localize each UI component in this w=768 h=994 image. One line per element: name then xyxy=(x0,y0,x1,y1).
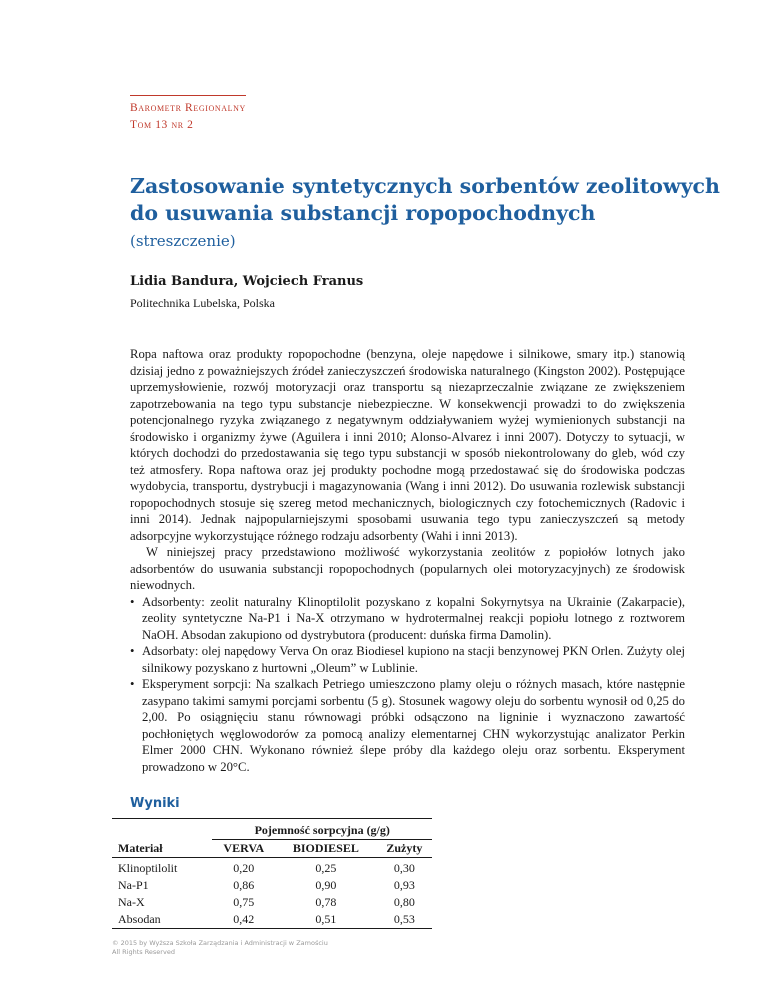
table-cell: Klinoptilolit xyxy=(118,861,178,875)
journal-name: Barometr Regionalny xyxy=(130,102,246,114)
table-header-cell: Materiał xyxy=(118,840,163,855)
list-item xyxy=(130,676,685,775)
list-item xyxy=(130,594,685,644)
article-subtitle: (streszczenie) xyxy=(130,232,236,250)
table-cell: 0,53 xyxy=(393,912,415,926)
bullet-icon: • xyxy=(130,594,135,609)
table-cell: 0,25 xyxy=(315,861,337,875)
table-group-header-row xyxy=(112,822,432,840)
table-cell: 0,30 xyxy=(393,861,415,875)
table-cell: Na-X xyxy=(118,895,145,909)
copyright-text: © 2015 by Wyższa Szkoła Zarządzania i Administracji w Zamościu xyxy=(112,939,328,947)
table-group-header: Pojemność sorpcyjna (g/g) xyxy=(212,822,432,840)
table-cell: 0,78 xyxy=(315,895,337,909)
table-bottom-rule xyxy=(112,929,432,932)
table-row xyxy=(112,877,432,894)
table-header-cell: VERVA xyxy=(223,841,265,855)
table-cell: Na-P1 xyxy=(118,878,149,892)
list-item xyxy=(130,643,685,676)
article-affiliation: Politechnika Lubelska, Polska xyxy=(130,296,275,310)
journal-header xyxy=(130,95,246,134)
table-cell: 0,93 xyxy=(393,878,415,892)
article-title: Zastosowanie syntetycznych sorbentów zeolitowych do usuwania substancji ropopochodnych xyxy=(130,174,720,225)
list-item-text: Adsorbaty: olej napędowy Verva On oraz Biodiesel kupiono na stacji benzynowej PKN Orlen. Zużyty olej silnikowy pozyskano z hurtowni „Oleum” w Lublinie. xyxy=(142,644,685,675)
bullet-icon: • xyxy=(130,644,135,658)
table-cell: 0,20 xyxy=(233,861,255,875)
methods-list xyxy=(130,594,685,776)
paragraph-intro: Ropa naftowa oraz produkty ropopochodne (benzyna, oleje napędowe i silnikowe, smary itp.) stanowią dzisiaj jedno z poważniejszych źródeł zanieczyszczeń środowiska naturalnego (Kingston 2002). Postępujące uprzemysłowienie, rozwój motoryzacji oraz transportu są niezaprzeczalnie związane ze zwiększeniem zapotrzebowania na tego typu substancje niebezpieczne. W konsekwencji prowadzi to do zwiększenia potencjonalnego ryzyka związanego z negatywnym oddziaływaniem wyżej wymienionych substancji na środowisko i organizmy żywe (Aguilera i inni 2010; Alonso-Alvarez i inni 2007). Dotyczy to sytuacji, w których dochodzi do przedostawania się tego typu substancji w sposób niekontrolowany do gleb, wód czy też atmosfery. Ropa naftowa oraz jej produkty pochodne mogą przedostawać się do środowiska podczas wydobycia, transportu, dystrybucji i magazynowania (Wang i inni 2012). Do usuwania rozlewisk substancji ropopochodnych stosuje się szereg metod mechanicznych, biologicznych czy fotochemicznych (Radovic i inni 2014). Jednak najpopularniejszymi sposobami usuwania tego typu zanieczyszczeń są metody adsorpcyjne wykorzystujące różnego rodzaju adsorbenty (Wahi i inni 2013). xyxy=(130,347,685,543)
table-header-cell: BIODIESEL xyxy=(292,841,359,855)
table-cell: 0,80 xyxy=(393,895,415,909)
list-item-text: Adsorbenty: zeolit naturalny Klinoptilolit pozyskano z kopalni Sokyrnytsya na Ukrainie (Zakarpacie), zeolity syntetyczne Na-P1 i Na-X otrzymano w hydrotermalnej reakcji popiołu lotnego z roztworem NaOH. Absodan zakupiono od dystrybutora (producent: duńska firma Damolin). xyxy=(142,594,685,642)
table-header-row xyxy=(112,840,432,858)
article-authors: Lidia Bandura, Wojciech Franus xyxy=(130,274,364,289)
table-cell: 0,86 xyxy=(233,878,255,892)
table-cell: 0,42 xyxy=(233,912,255,926)
table-cell: Absodan xyxy=(118,912,161,926)
journal-issue: Tom 13 nr 2 xyxy=(130,119,194,131)
abstract-body xyxy=(130,346,685,775)
results-heading: Wyniki xyxy=(130,796,180,811)
bullet-icon: • xyxy=(130,677,135,691)
list-item-text: Eksperyment sorpcji: Na szalkach Petriego umieszczono plamy oleju o różnych masach, które następnie zasypano takimi samymi porcjami sorbentu (5 g). Stosunek wagowy oleju do sorbentu wynosił od 0,25 do 2,00. Po osiągnięciu stanu równowagi próbki odsączono na ligninie i wyznaczono zawartość pochłoniętych węglowodorów za pomocą analizy elementarnej CHN wykorzystując analizator Perkin Elmer 2000 CHN. Wykonano również ślepe próby dla każdego oleju oraz sorbentu. Eksperyment prowadzono w 20°C. xyxy=(142,677,685,774)
table-row xyxy=(112,894,432,911)
rights-text: All Rights Reserved xyxy=(112,948,175,956)
table-header-cell: Zużyty xyxy=(386,841,423,855)
table-cell: 0,75 xyxy=(233,895,255,909)
results-table xyxy=(112,818,432,931)
table-cell: 0,51 xyxy=(315,912,337,926)
journal-rule xyxy=(130,95,246,96)
table-row xyxy=(112,860,432,877)
table-cell: 0,90 xyxy=(315,878,337,892)
paragraph-aim: W niniejszej pracy przedstawiono możliwość wykorzystania zeolitów z popiołów lotnych jako adsorbentów do usuwania substancji ropopochodnych (popularnych olei motoryzacyjnych) ze środowisk niewodnych. xyxy=(130,545,685,592)
table-row xyxy=(112,911,432,929)
copyright-footer xyxy=(112,939,328,957)
